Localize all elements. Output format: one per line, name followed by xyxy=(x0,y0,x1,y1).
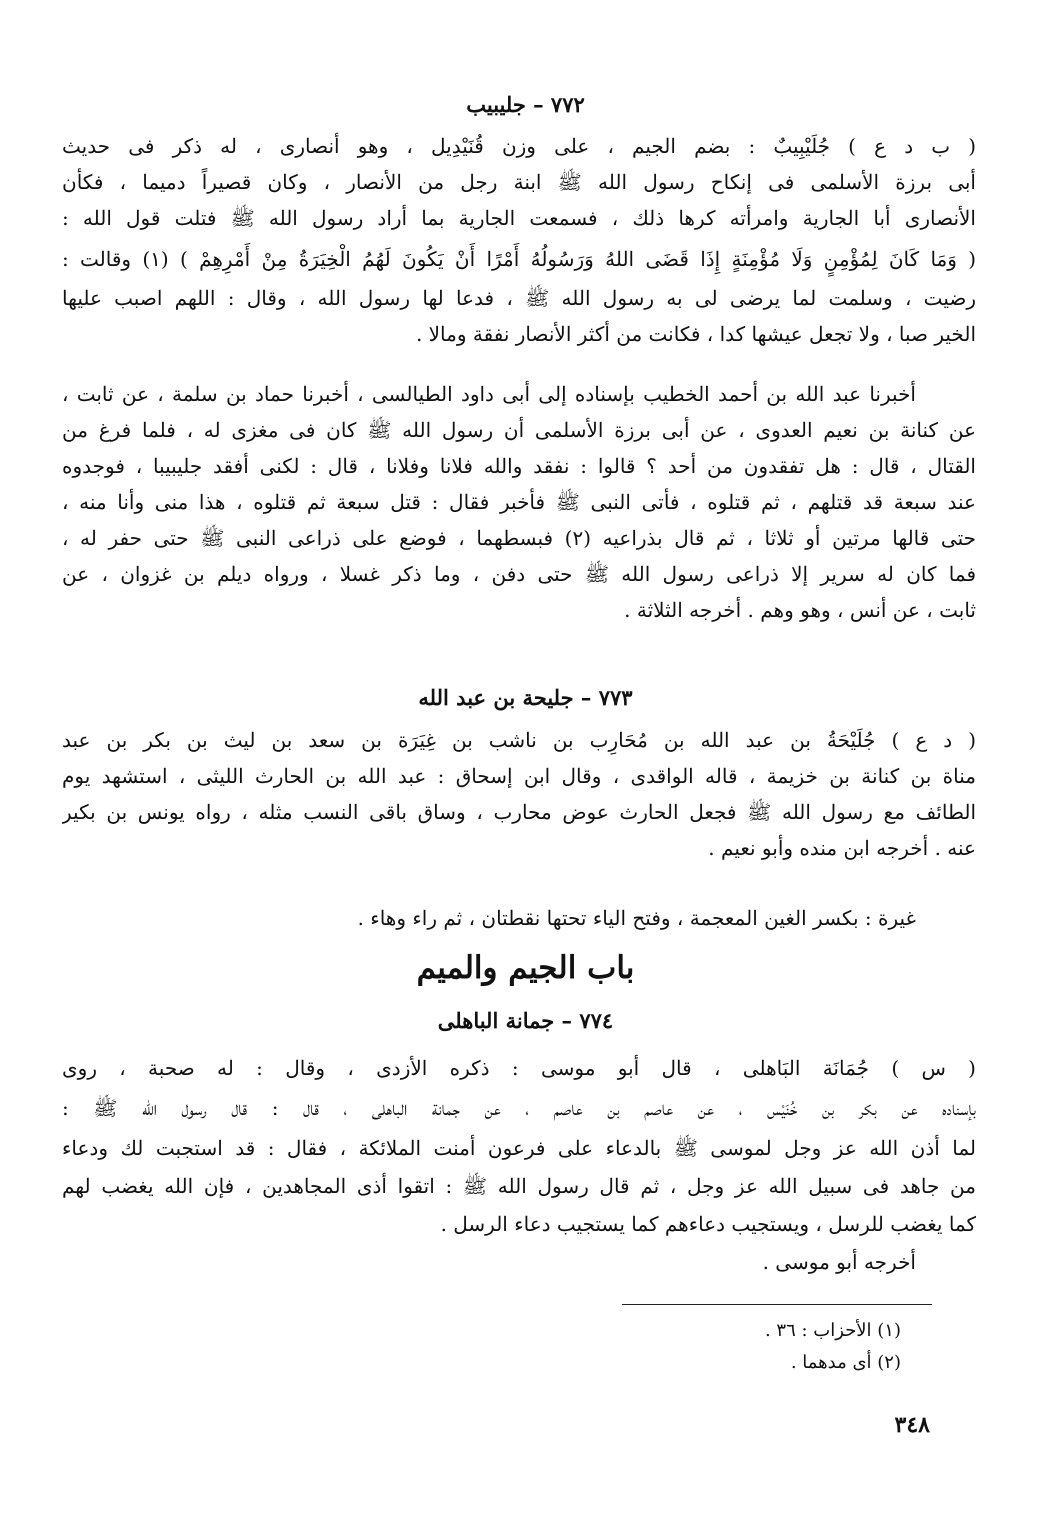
text-line: حتى قالها مرتين أو ثلاثا ، ثم قال بذراعيه (٢) فبسطهما ، فوضع على ذراعى النبى ﷺ حتى حفر له ، xyxy=(62,526,976,550)
text-line: بإسناده عن بكر بن خُنَيْس ، عن عاصم بن عاصم ، عن جمانة الباهلى ، قال : قال رسول الله ﷺ : xyxy=(62,1096,976,1120)
text-line: أبى برزة الأسلمى فى إنكاح رسول الله ﷺ ابنة رجل من الأنصار ، وكان قصيراً دميما ، فكأن xyxy=(62,170,976,194)
text-line: كما يغضب للرسل ، ويستجيب دعاءهم كما يستجيب دعاء الرسل . xyxy=(440,1212,976,1236)
chapter-heading: باب الجيم والميم xyxy=(416,950,635,986)
text-line: أخرجه أبو موسى . xyxy=(762,1250,916,1274)
text-line: لما أذن الله عز وجل لموسى ﷺ بالدعاء على فرعون أمنت الملائكة ، فقال : قد استجبت لك ودعاء xyxy=(62,1136,976,1160)
text-line: الطائف مع رسول الله ﷺ فجعل الحارث عوض محارب ، وساق باقى النسب مثله ، رواه يونس بن بكير xyxy=(62,800,976,824)
footnote-divider xyxy=(622,1304,932,1305)
text-line: الخير صبا ، ولا تجعل عيشها كدا ، فكانت من أكثر الأنصار نفقة ومالا . xyxy=(415,322,976,346)
text-line: عند سبعة قد قتلهم ، ثم قتلوه ، فأتى النبى ﷺ فأخبر فقال : قتل سبعة ثم قتلوه ، هذا منى وأنا منه ، xyxy=(62,490,976,514)
text-line: ( ب د ع ) جُلَيْبِيبٌ : بضم الجيم ، على وزن قُنَيْدِيل ، وهو أنصارى ، له ذكر فى حديث xyxy=(62,134,976,158)
text-line: فما كان له سرير إلا ذراعى رسول الله ﷺ حتى دفن ، وما ذكر غسلا ، ورواه ديلم بن غزوان ، عن xyxy=(62,562,976,586)
entry-heading-773: ٧٧٣ – جليحة بن عبد الله xyxy=(418,685,633,710)
text-line: أخبرنا عبد الله بن أحمد الخطيب بإسناده إلى أبى داود الطيالسى ، أخبرنا حماد بن سلمة ، عن ثابت ، xyxy=(62,382,916,406)
text-line: عنه . أخرجه ابن منده وأبو نعيم . xyxy=(708,836,976,860)
text-line: الأنصارى أبا الجارية وامرأته كرها ذلك ، فسمعت الجارية بما أراد رسول الله ﷺ فتلت قول الله : xyxy=(62,206,976,230)
text-line: ثابت ، عن أنس ، وهو وهم . أخرجه الثلاثة . xyxy=(624,598,976,622)
text-line: من جاهد فى سبيل الله عز وجل ، ثم قال رسول الله ﷺ : اتقوا أذى المجاهدين ، فإن الله يغضب لهم xyxy=(62,1174,976,1198)
text-line: ( س ) جُمَانَة البَاهلى ، قال أبو موسى : ذكره الأزدى ، وقال : له صحبة ، روى xyxy=(62,1056,976,1080)
text-line: عن كنانة بن نعيم العدوى ، عن أبى برزة الأسلمى أن رسول الله ﷺ كان فى مغزى له ، فلما فرغ من xyxy=(62,418,976,442)
entry-heading-774: ٧٧٤ – جمانة الباهلى xyxy=(437,1008,614,1033)
text-line: ( د ع ) جُلَيْحَةُ بن عبد الله بن مُحَارِب بن ناشب بن غِيَرَة بن سعد بن ليث بن بكر بن عبد xyxy=(62,728,976,752)
text-line: مناة بن كنانة بن خزيمة ، قاله الواقدى ، وقال ابن إسحاق : عبد الله بن الحارث الليثى ، استشهد يوم xyxy=(62,764,976,788)
entry-heading-772: ٧٧٢ – جليبيب xyxy=(466,92,585,117)
text-line: القتال ، قال : هل تفقدون من أحد ؟ قالوا : نفقد والله فلانا وفلانا ، قال : لكنى أفقد جليبيبا ، فوجدوه xyxy=(62,454,976,478)
quran-verse-line: ( وَمَا كَانَ لِمُؤْمِنٍ وَلَا مُؤْمِنَةٍ إِذَا قَضَى اللهُ وَرَسُولُهُ أَمْرًا أَنْ يَكُونَ لَهُمُ الْخِيَرَةُ مِنْ أَمْرِهِمْ ) (١) وقالت : xyxy=(62,247,976,271)
footnote-1: (١) الأحزاب : ٣٦ . xyxy=(764,1320,901,1341)
footnote-2: (٢) أى مدهما . xyxy=(790,1352,901,1373)
text-line: رضيت ، وسلمت لما يرضى لى به رسول الله ﷺ ، فدعا لها رسول الله ، وقال : اللهم اصبب عليها xyxy=(62,286,976,310)
page-number: ٣٤٨ xyxy=(894,1412,930,1438)
text-line: غيرة : بكسر الغين المعجمة ، وفتح الياء تحتها نقطتان ، ثم راء وهاء . xyxy=(357,906,916,930)
